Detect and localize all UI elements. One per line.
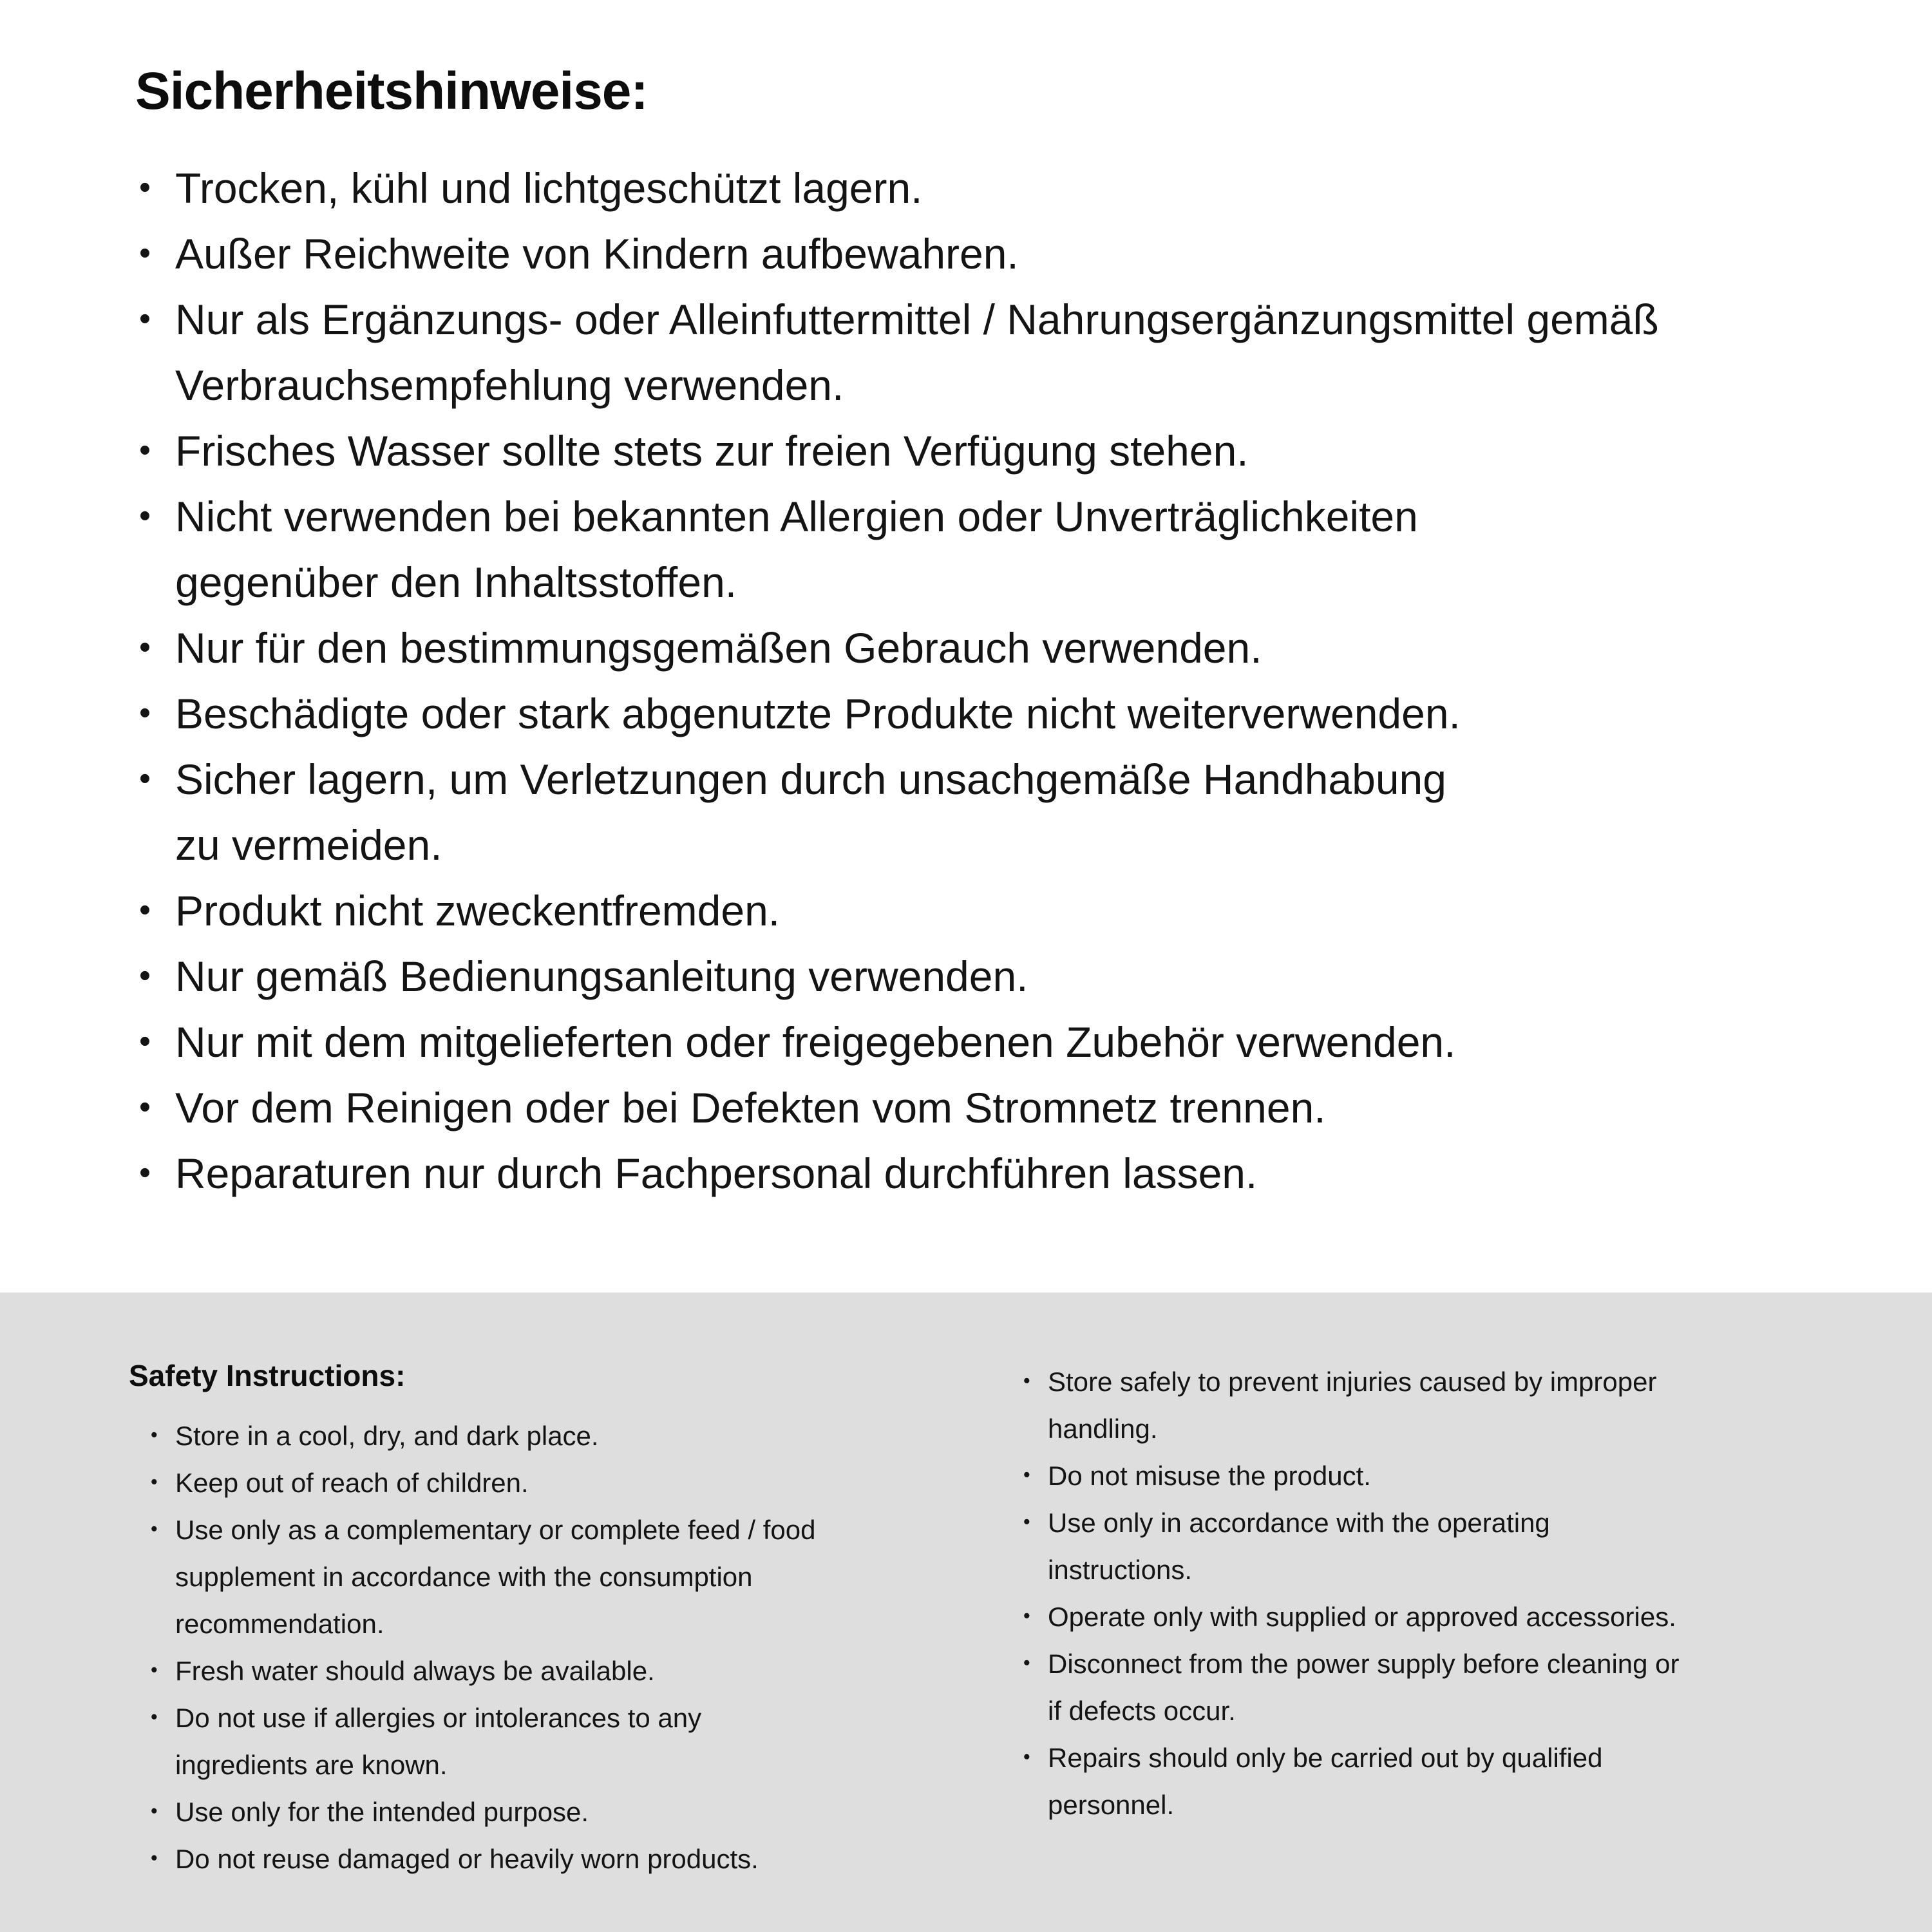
- list-item: • Store safely to prevent injuries caused by improper handling.: [1021, 1358, 1692, 1452]
- list-item: • Repairs should only be carried out by qualified personnel.: [1021, 1734, 1692, 1828]
- english-right-column: [1021, 1358, 1874, 1828]
- list-item: • Nur gemäß Bedienungsanleitung verwenden.: [135, 943, 1850, 1009]
- english-section-title: Safety Instructions:: [129, 1359, 406, 1392]
- list-item: • Use only in accordance with the operating instructions.: [1021, 1499, 1692, 1593]
- english-safety-section: [0, 1293, 1932, 1932]
- english-safety-list-right: [1021, 1358, 1874, 1828]
- list-item: • Operate only with supplied or approved accessories.: [1021, 1593, 1692, 1640]
- list-item: • Use only for the intended purpose.: [148, 1788, 832, 1835]
- list-item: • Außer Reichweite von Kindern aufbewahren.: [135, 221, 1850, 287]
- list-item: • Trocken, kühl und lichtgeschützt lagern.: [135, 155, 1850, 221]
- list-item: • Nur für den bestimmungsgemäßen Gebrauch verwenden.: [135, 615, 1850, 681]
- list-item: • Frisches Wasser sollte stets zur freien Verfügung stehen.: [135, 418, 1850, 484]
- list-item: • Nur mit dem mitgelieferten oder freigegebenen Zubehör verwenden.: [135, 1009, 1850, 1075]
- list-item: • Nicht verwenden bei bekannten Allergien oder Unverträglichkeiten gegenüber den Inhaltsstoffen.: [135, 484, 1624, 615]
- list-item: • Do not misuse the product.: [1021, 1452, 1692, 1499]
- list-item: • Use only as a complementary or complete feed / food supplement in accordance with the consumption recommendation.: [148, 1506, 832, 1647]
- list-item: • Vor dem Reinigen oder bei Defekten vom Stromnetz trennen.: [135, 1075, 1850, 1141]
- english-safety-list-left: [148, 1412, 1021, 1882]
- list-item: • Reparaturen nur durch Fachpersonal durchführen lassen.: [135, 1141, 1850, 1206]
- list-item: • Do not use if allergies or intolerances to any ingredients are known.: [148, 1694, 832, 1788]
- german-section-title: Sicherheitshinweise:: [135, 62, 648, 120]
- list-item: • Nur als Ergänzungs- oder Alleinfuttermittel / Nahrungsergänzungsmittel gemäß Verbrauchsempfehlung verwenden.: [135, 287, 1721, 418]
- list-item: • Do not reuse damaged or heavily worn products.: [148, 1835, 832, 1882]
- english-left-column: [129, 1358, 1021, 1882]
- list-item: • Beschädigte oder stark abgenutzte Produkte nicht weiterverwenden.: [135, 681, 1850, 746]
- list-item: • Fresh water should always be available.: [148, 1647, 832, 1694]
- list-item: • Sicher lagern, um Verletzungen durch unsachgemäße Handhabung zu vermeiden.: [135, 746, 1482, 878]
- list-item: • Store in a cool, dry, and dark place.: [148, 1412, 832, 1459]
- list-item: • Produkt nicht zweckentfremden.: [135, 878, 1850, 943]
- list-item: • Keep out of reach of children.: [148, 1459, 832, 1506]
- english-two-column-layout: [129, 1358, 1874, 1882]
- list-item: • Disconnect from the power supply before cleaning or if defects occur.: [1021, 1640, 1692, 1734]
- german-safety-list: [135, 155, 1855, 1206]
